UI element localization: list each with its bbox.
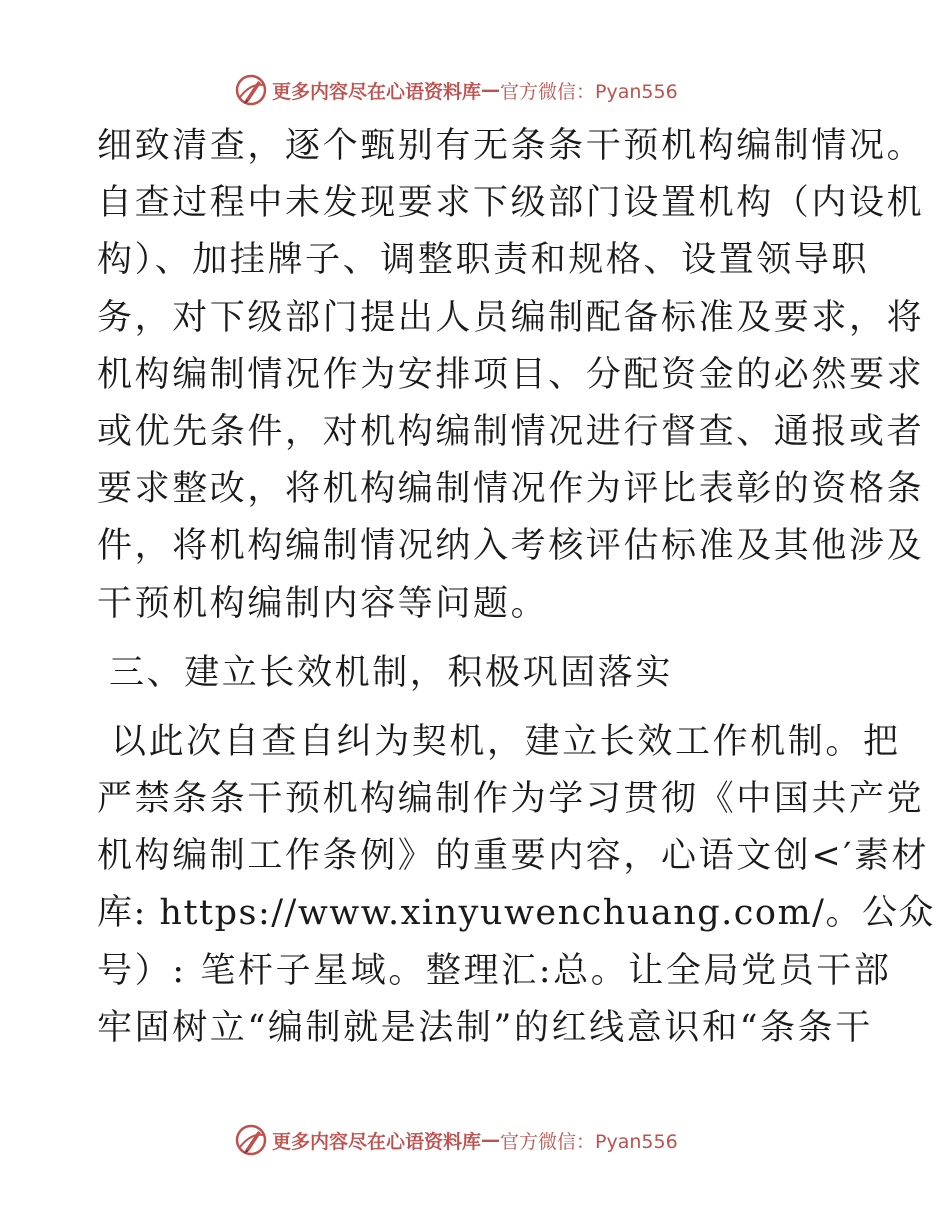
body-line: 自查过程中未发现要求下级部门设置机构（内设机	[97, 183, 925, 224]
watermark-separator: —	[481, 79, 501, 101]
section-heading: 三、建立长效机制，积极巩固落实	[109, 652, 674, 693]
watermark-brand-text: 更多内容尽在心语资料库	[272, 80, 482, 103]
body-line: 务，对下级部门提出人员编制配备标准及要求，将	[97, 297, 925, 338]
body-line: 细致清查，逐个甄别有无条条干预机构编制情况。	[97, 126, 925, 166]
body-line: 机构编制情况作为安排项目、分配资金的必然要求	[97, 354, 925, 395]
watermark-separator: —	[481, 1129, 501, 1151]
pen-logo-icon	[234, 1123, 268, 1157]
paragraph-line: 库: https://www.xinyuwenchuang.com/。公众	[97, 893, 935, 934]
paragraph-line: 牢固树立“编制就是法制”的红线意识和“条条干	[97, 1007, 873, 1048]
body-line: 要求整改，将机构编制情况作为评比表彰的资格条	[97, 469, 925, 510]
footer-watermark	[234, 1122, 678, 1158]
watermark-wechat-text: 官方微信：Pyan556	[500, 1130, 678, 1153]
body-line: 或优先条件，对机构编制情况进行督查、通报或者	[97, 411, 925, 452]
paragraph-line: 以此次自查自纠为契机，建立长效工作机制。把	[111, 721, 901, 762]
watermark-wechat-text: 官方微信：Pyan556	[500, 80, 678, 103]
pen-logo-icon	[234, 73, 268, 107]
paragraph-line: 号）: 笔杆子星域。整理汇:总。让全局党员干部	[97, 950, 892, 991]
body-line: 干预机构编制内容等问题。	[97, 583, 549, 624]
body-line: 件，将机构编制情况纳入考核评估标准及其他涉及	[97, 526, 925, 567]
watermark-brand-text: 更多内容尽在心语资料库	[272, 1130, 482, 1153]
paragraph-line: 严禁条条干预机构编制作为学习贯彻《中国共产党	[97, 779, 925, 820]
body-line: 构）、加挂牌子、调整职责和规格、设置领导职	[97, 240, 870, 281]
document-body	[97, 118, 935, 1057]
header-watermark	[234, 72, 678, 108]
paragraph-line: 机构编制工作条例》的重要内容，心语文创<′素材	[97, 836, 930, 877]
